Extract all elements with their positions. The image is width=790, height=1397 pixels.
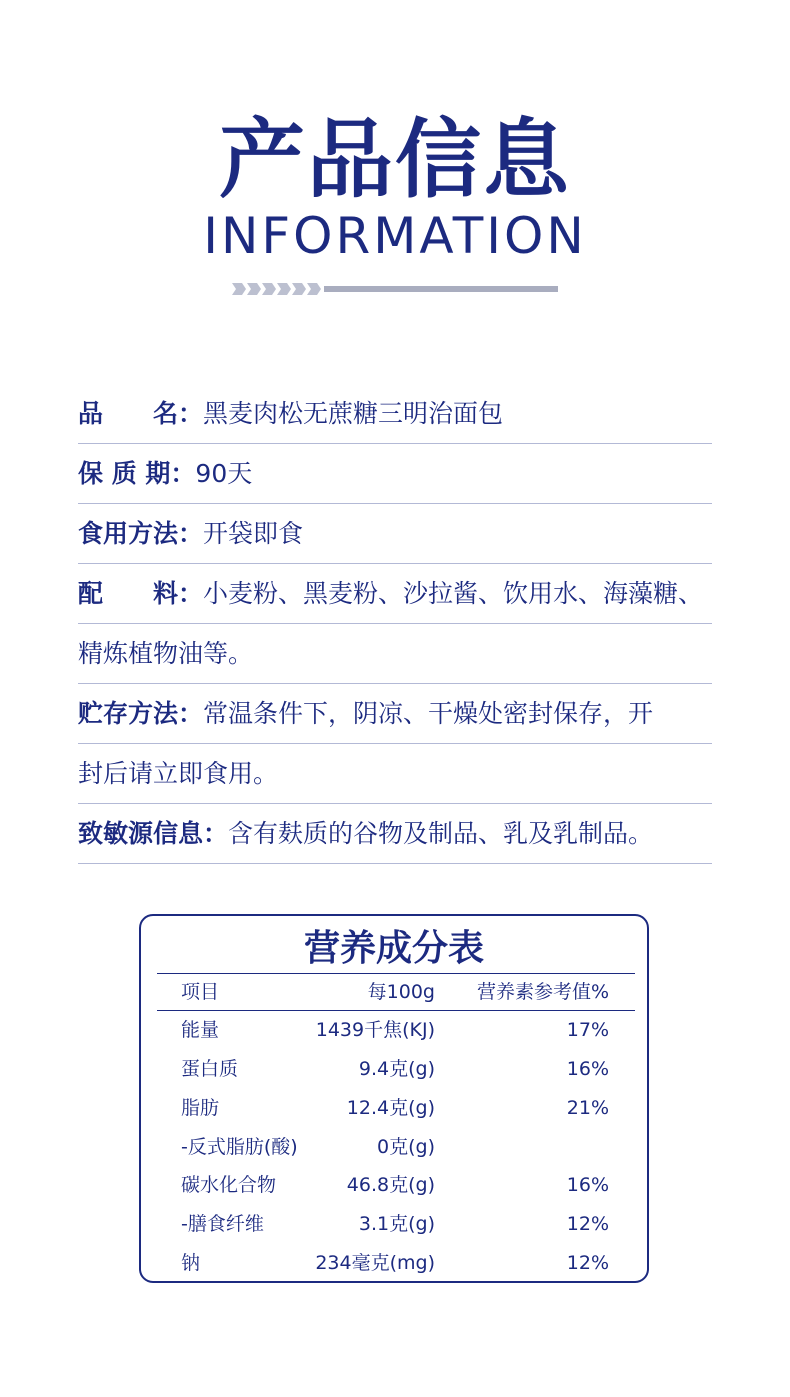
table-cell: 脂肪 bbox=[181, 1097, 220, 1119]
info-label: 品 名： bbox=[78, 399, 204, 428]
info-value: 封后请立即食用。 bbox=[78, 759, 279, 788]
table-header-item: 项目 bbox=[181, 981, 220, 1003]
table-header-per100g: 每100g bbox=[367, 981, 435, 1003]
info-row-ingredients-cont bbox=[78, 624, 712, 684]
info-value: 精炼植物油等。 bbox=[78, 639, 254, 668]
info-row-usage bbox=[78, 504, 712, 564]
info-value: 常温条件下，阴凉、干燥处密封保存，开 bbox=[203, 699, 654, 728]
table-header-nrv: 营养素参考值% bbox=[476, 981, 609, 1003]
info-value: 黑麦肉松无蔗糖三明治面包 bbox=[203, 399, 504, 428]
info-label: 配 料： bbox=[78, 579, 204, 608]
table-cell: 碳水化合物 bbox=[181, 1174, 277, 1196]
info-row-storage bbox=[78, 684, 712, 744]
table-cell: 12% bbox=[566, 1252, 609, 1274]
table-cell: 12.4克(g) bbox=[346, 1097, 435, 1119]
table-cell: 0克(g) bbox=[377, 1136, 435, 1158]
info-row-allergen bbox=[78, 804, 712, 864]
table-cell: 16% bbox=[566, 1174, 609, 1196]
info-value: 开袋即食 bbox=[203, 519, 304, 548]
table-cell: 钠 bbox=[181, 1252, 201, 1274]
info-label: 食用方法： bbox=[78, 519, 204, 548]
nutrition-table bbox=[139, 914, 649, 1283]
table-cell: -膳食纤维 bbox=[181, 1213, 264, 1235]
table-cell: 17% bbox=[566, 1019, 609, 1041]
info-label: 致敏源信息： bbox=[78, 819, 229, 848]
table-cell: 能量 bbox=[181, 1019, 220, 1041]
info-row-name bbox=[78, 384, 712, 444]
decorative-divider-icon bbox=[230, 280, 560, 298]
table-cell: 3.1克(g) bbox=[358, 1213, 435, 1235]
info-row-ingredients bbox=[78, 564, 712, 624]
table-cell: 1439千焦(KJ) bbox=[315, 1019, 435, 1041]
info-value: 90天 bbox=[195, 459, 253, 488]
table-cell: 46.8克(g) bbox=[346, 1174, 435, 1196]
info-row-shelf-life bbox=[78, 444, 712, 504]
nutrition-title: 营养成分表 bbox=[303, 928, 484, 969]
table-cell: 9.4克(g) bbox=[358, 1058, 435, 1080]
table-rule bbox=[157, 973, 635, 974]
info-value: 小麦粉、黑麦粉、沙拉酱、饮用水、海藻糖、 bbox=[203, 579, 704, 608]
table-cell: -反式脂肪(酸) bbox=[181, 1136, 298, 1158]
info-label: 保 质 期： bbox=[78, 459, 196, 488]
table-cell: 蛋白质 bbox=[181, 1058, 239, 1080]
table-cell: 16% bbox=[566, 1058, 609, 1080]
table-rule bbox=[157, 1010, 635, 1011]
product-info bbox=[78, 384, 712, 864]
table-cell: 21% bbox=[566, 1097, 609, 1119]
info-label: 贮存方法： bbox=[78, 699, 204, 728]
page-subtitle: INFORMATION bbox=[203, 207, 587, 265]
table-cell: 12% bbox=[566, 1213, 609, 1235]
table-cell: 234毫克(mg) bbox=[315, 1252, 435, 1274]
info-row-storage-cont bbox=[78, 744, 712, 804]
info-value: 含有麸质的谷物及制品、乳及乳制品。 bbox=[228, 819, 654, 848]
page-title: 产品信息 bbox=[219, 110, 571, 210]
